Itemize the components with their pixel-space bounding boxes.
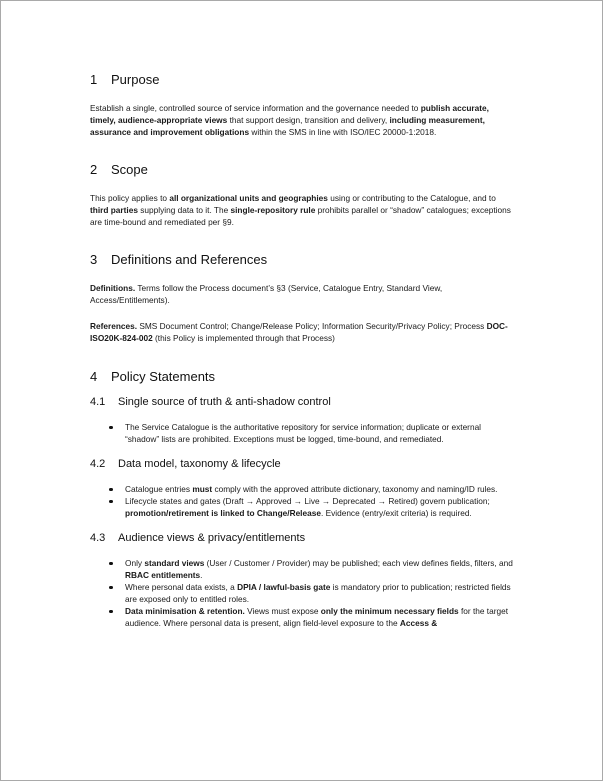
scope-paragraph: This policy applies to all organizational units and geographies using or contributing to the Catalogue, and to third parties supplying data to it. The single-repository rule prohibits parallel or “shadow” catalogues; exceptions are time-bound and remediated per §9. [90, 193, 511, 227]
subsection-number: 4.3 [90, 532, 106, 544]
section-title: Definitions and References [111, 252, 268, 267]
subsection-title: Single source of truth & anti-shadow control [118, 396, 331, 408]
bullet-list [90, 483, 516, 519]
subsection-heading-4-3 [90, 531, 516, 546]
section-title: Scope [111, 162, 148, 177]
section-heading-definitions [90, 251, 516, 269]
subsection-title: Data model, taxonomy & lifecycle [118, 458, 281, 470]
definitions-paragraph: Definitions. Terms follow the Process document’s §3 (Service, Catalogue Entry, Standard View, Access/Entitlements). [90, 283, 443, 305]
bullet-list [90, 421, 516, 445]
bullet-list [90, 557, 516, 629]
section-title: Policy Statements [111, 369, 216, 384]
references-paragraph: References. SMS Document Control; Change/Release Policy; Information Security/Privacy Policy; Process DOC-ISO20K-824-002 (this Policy is implemented through that Process) [90, 321, 508, 343]
document-body [90, 71, 516, 629]
purpose-paragraph: Establish a single, controlled source of service information and the governance needed to publish accurate, timely, audience-appropriate views that support design, transition and delivery, including measurement, assurance and improvement obligations within the SMS in line with ISO/IEC 20000-1:2018. [90, 103, 489, 137]
subsection-heading-4-2 [90, 457, 516, 472]
subsection-number: 4.1 [90, 396, 106, 408]
section-number: 1 [90, 72, 98, 87]
section-heading-purpose [90, 71, 516, 89]
section-number: 4 [90, 369, 98, 384]
section-title: Purpose [111, 72, 160, 87]
list-item: Catalogue entries must comply with the approved attribute dictionary, taxonomy and naming/ID rules. [125, 483, 516, 495]
section-heading-scope [90, 161, 516, 179]
subsection-heading-4-1 [90, 395, 516, 410]
list-item: Lifecycle states and gates (Draft → Approved → Live → Deprecated → Retired) govern publication; promotion/retirement is linked to Change/Release. Evidence (entry/exit criteria) is required. [125, 495, 516, 519]
section-heading-policy-statements [90, 368, 516, 386]
subsection-title: Audience views & privacy/entitlements [118, 532, 306, 544]
subsection-number: 4.2 [90, 458, 106, 470]
list-item: Data minimisation & retention. Views must expose only the minimum necessary fields for the target audience. Where personal data is present, align field-level exposure to the Access & [125, 605, 516, 629]
section-number: 2 [90, 162, 98, 177]
list-item: Only standard views (User / Customer / Provider) may be published; each view defines fields, filters, and RBAC entitlements. [125, 557, 516, 581]
list-item: Where personal data exists, a DPIA / lawful-basis gate is mandatory prior to publication; restricted fields are exposed only to entitled roles. [125, 581, 516, 605]
section-number: 3 [90, 252, 98, 267]
list-item: The Service Catalogue is the authoritative repository for service information; duplicate or external “shadow” lists are prohibited. Exceptions must be logged, time-bound, and remediated. [125, 421, 516, 445]
